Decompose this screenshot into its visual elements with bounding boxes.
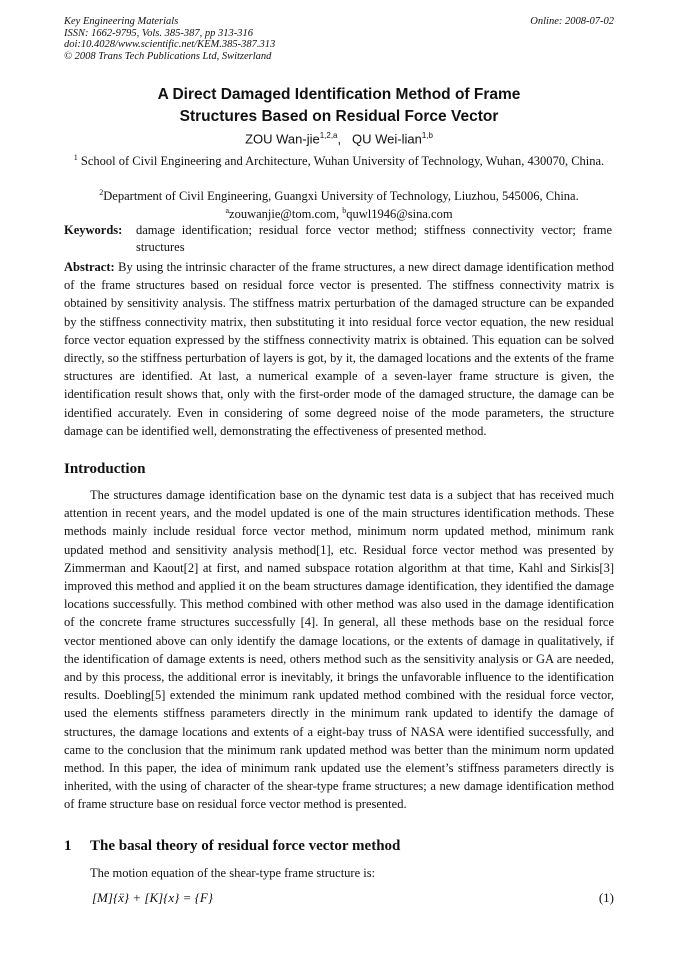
equation-1: [M]{ẍ} + [K]{x} = {F} xyxy=(92,890,213,905)
equation-number: (1) xyxy=(598,890,614,905)
email-marker: b xyxy=(342,206,347,215)
keywords-label: Keywords: xyxy=(64,223,123,237)
journal-name: Key Engineering Materials xyxy=(64,16,179,27)
doi-line: doi:10.4028/www.scientific.net/KEM.385-387.313 xyxy=(64,39,276,50)
paper-title-line1: A Direct Damaged Identification Method of Frame xyxy=(157,86,521,103)
section-title: The basal theory of residual force vector method xyxy=(90,838,401,854)
section-1-heading xyxy=(64,838,400,855)
affiliation-1 xyxy=(64,150,614,169)
copyright-line: © 2008 Trans Tech Publications Ltd, Switzerland xyxy=(64,50,272,62)
author-list xyxy=(64,131,614,146)
section-number: 1 xyxy=(64,838,72,854)
journal-header xyxy=(64,16,275,62)
online-date: Online: 2008-07-02 xyxy=(530,16,614,27)
abstract-block xyxy=(64,258,614,440)
issn-line: ISSN: 1662-9795, Vols. 385-387, pp 313-316 xyxy=(64,27,253,39)
affiliation-marker: 2 xyxy=(99,188,104,197)
section-1-intro: The motion equation of the shear-type frame structure is: xyxy=(90,866,376,880)
keywords-text: damage identification; residual force vector method; stiffness connectivity vector; frame structures xyxy=(136,223,612,254)
abstract-text: By using the intrinsic character of the frame structures, a new direct damage identification method of the frame structures based on residual force vector is presented. The stiffness connectivity matrix is obtained by sensitivity analysis. The stiffness matrix perturbation of the damaged structure can be expanded by the stiffness connectivity matrix, then substituting it into residual force vector equation, the new residual force vector equation expressed by the stiffness connectivity matrix is obtained. This equation can be solved directly, so the stiffness perturbation of layers is got, by it, the damaged locations and the extents of the frame structures are identified. At last, a numerical example of a seven-layer frame structure is given, the identification result shows that, only with the first-order mode of the damaged structure, the damage can be identified accurately. Even in considering of some degreed noise of the mode parameters, the structure damage can be identified well, demonstrating the effectiveness of presented method. xyxy=(64,260,614,438)
author-name: ZOU Wan-jie xyxy=(245,131,320,147)
email-marker: a xyxy=(225,206,230,215)
email-text: zouwanjie@tom.com, xyxy=(229,207,343,222)
keywords-block xyxy=(64,222,614,256)
author-separator: , xyxy=(337,131,342,147)
affiliation-text: School of Civil Engineering and Architecture, Wuhan University of Technology, Wuhan, 430070, China. xyxy=(77,154,605,169)
email-text: quwl1946@sina.com xyxy=(346,207,453,222)
affiliation-text: Department of Civil Engineering, Guangxi University of Technology, Liuzhou, 545006, China. xyxy=(103,189,579,204)
affiliation-marker: 1 xyxy=(73,153,78,162)
abstract-label: Abstract: xyxy=(64,260,115,274)
introduction-paragraph: The structures damage identification base on the dynamic test data is a subject that has received much attention in recent years, and the model updated is one of the main structures identification methods. These methods mainly include residual force vector method, minimum norm updated method, minimum rank updated method and sensitivity analysis method[1], etc. Residual force vector method was presented by Zimmerman and Kaout[2] at first, and named subspace rotation algorithm at that time, Kahl and Sirkis[3] improved this method and applied it on the beam structures damage identification, they identified the damage locations successfully. This method combined with other method was also used in the damage identification of the concrete frame structures successfully [4]. In general, all these methods base on the residual force vector mentioned above can only identify the damage locations, or the extents of damage in qualitatively, if the identification of damage extents is need, others method such as the sensitivity analysis or GA are needed, and by this process, the additional error is inevitably, it brings the unfavorable influence to the identification results. Doebling[5] extended the minimum rank updated method combined with the residual force vector, used the elements stiffness parameters directly in the minimum rank updated to identify the damage of structures, the damage locations and extents of a eight-bay truss of NASA were identified successfully, and came to the conclusion that the minimum rank updated method was better than the minimum norm updated method. In this paper, the idea of minimum rank updated use the element’s stiffness parameters directly is inherited, with the using of character of the shear-type frame structures; a new damage identification method of frame structure base on residual force vector method is presented. xyxy=(64,488,614,812)
author-emails xyxy=(64,203,614,222)
introduction-heading: Introduction xyxy=(64,461,146,477)
affiliation-2 xyxy=(64,185,614,204)
author-superscript: 1,b xyxy=(421,131,433,140)
author-superscript: 1,2,a xyxy=(319,131,338,140)
paper-title-line2: Structures Based on Residual Force Vector xyxy=(179,108,499,125)
author-name: QU Wei-lian xyxy=(351,131,422,147)
